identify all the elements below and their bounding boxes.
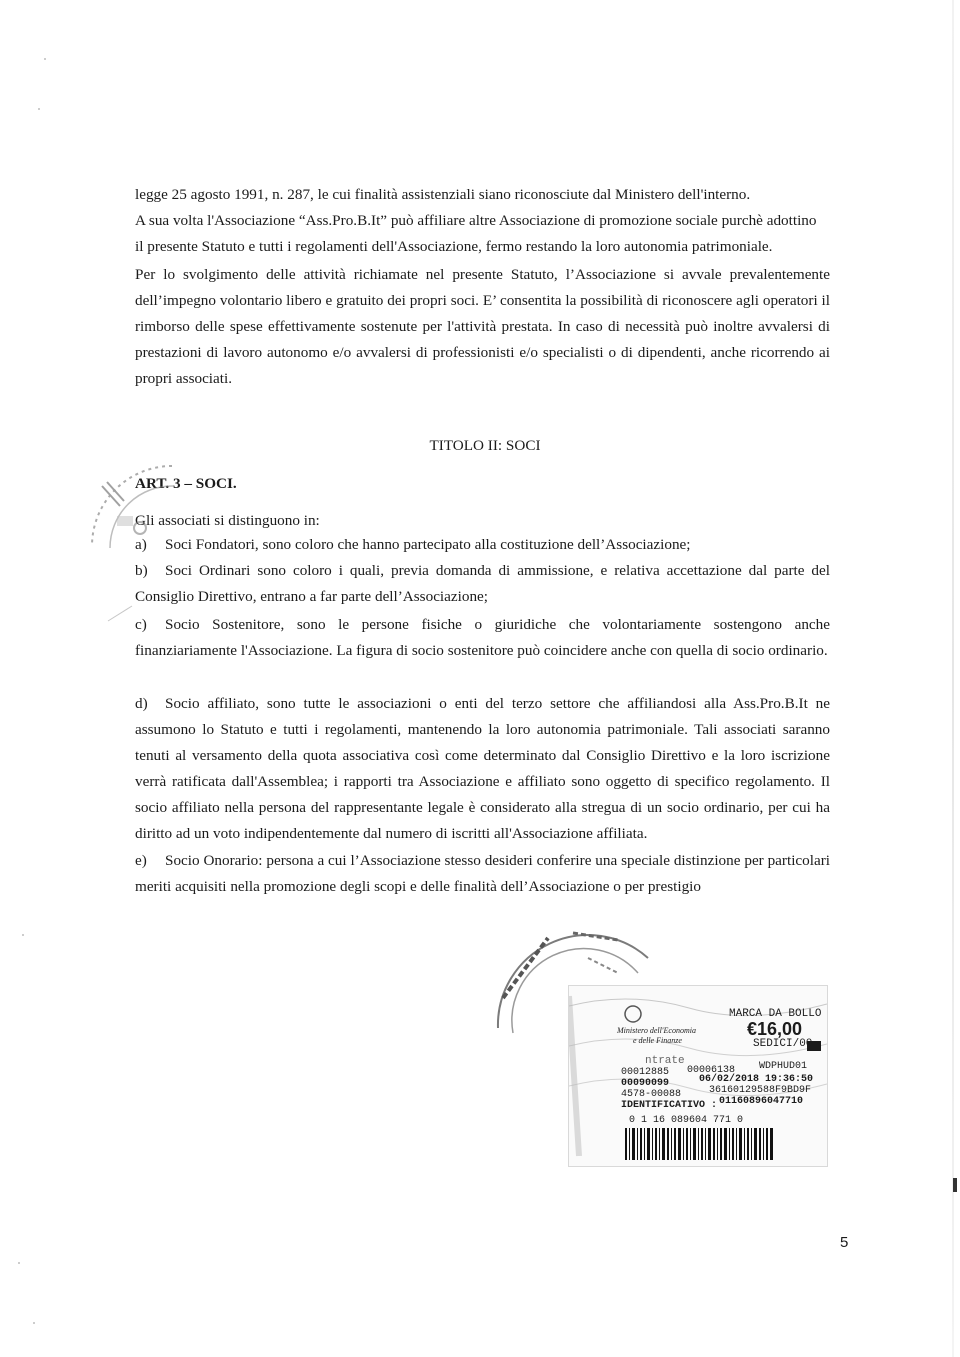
stamp-row2-a: 00090099 bbox=[621, 1078, 670, 1089]
list-item-e bbox=[135, 848, 830, 900]
text-line-3: il presente Statuto e tutti i regolamenti dell'Associazione, fermo restando la loro autonomia patrimoniale. bbox=[135, 238, 773, 255]
item-text: Soci Ordinari sono coloro i quali, previa domanda di ammissione, e relativa accettazione dal parte del Consiglio Direttivo, entrano a far parte dell’Associazione; bbox=[135, 562, 830, 605]
stamp-amount: €16,00 bbox=[747, 1019, 803, 1039]
section-title: TITOLO II: SOCI bbox=[429, 437, 541, 454]
list-item-d bbox=[135, 691, 830, 847]
intro-line: Gli associati si distinguono in: bbox=[135, 512, 320, 529]
scan-speck bbox=[44, 58, 46, 60]
item-label: b) bbox=[135, 562, 148, 579]
stamp-row4-b: 01160896047710 bbox=[719, 1096, 804, 1107]
stamp-amount-words: SEDICI/00 bbox=[753, 1038, 813, 1050]
stamp-row1-a: 00012885 bbox=[621, 1067, 670, 1078]
item-text: Socio Onorario: persona a cui l’Associazione stesso desideri conferire una speciale distinzione per particolari meriti acquisiti nella promozione degli scopi e delle finalità dell’Associazione o per prestigio bbox=[135, 852, 830, 895]
scan-speck bbox=[18, 1262, 20, 1264]
article-heading: ART. 3 – SOCI. bbox=[135, 475, 237, 492]
stamp-entrate: ntrate bbox=[645, 1055, 685, 1067]
list-item-a bbox=[135, 532, 830, 558]
stamp-ministry-2: e delle Finanze bbox=[633, 1036, 682, 1045]
stamp-title: MARCA DA BOLLO bbox=[729, 1008, 822, 1020]
item-text: Soci Fondatori, sono coloro che hanno partecipato alla costituzione dell’Associazione; bbox=[165, 536, 691, 553]
stamp-row3-a: 4578-00088 bbox=[621, 1089, 682, 1100]
stamp-row4-a: IDENTIFICATIVO : bbox=[621, 1100, 718, 1111]
paragraph-volontari: Per lo svolgimento delle attività richiamate nel presente Statuto, l’Associazione si avvale prevalentemente dell’impegno volontario libero e gratuito dei propri soci. E’ consentita la possibilità di riconoscere agli operatori il rimborso delle spese effettivamente sostenute per l'attività prestata. In caso di necessità può inoltre avvalersi di prestazioni di lavoro autonomo e/o avvalersi di professionisti e/o specialisti o di dipendenti, anche ricorrendo ai propri associati. bbox=[135, 266, 830, 387]
scan-speck bbox=[38, 108, 40, 110]
page-number: 5 bbox=[840, 1234, 849, 1251]
item-text: Socio Sostenitore, sono le persone fisiche o giuridiche che volontariamente sostengono anche finanziariamente l'Associazione. La figura di socio sostenitore può coincidere anche con quella di socio ordinario. bbox=[135, 616, 830, 659]
item-label: d) bbox=[135, 695, 148, 712]
list-item-b bbox=[135, 558, 830, 610]
stamp-ministry-1: Ministero dell'Economia bbox=[617, 1026, 696, 1035]
item-label: a) bbox=[135, 536, 147, 553]
stamp-row1-c: WDPHUD01 bbox=[759, 1061, 808, 1072]
list-item-c bbox=[135, 612, 830, 664]
stamp-row1-b: 00006138 bbox=[687, 1065, 736, 1076]
item-label: e) bbox=[135, 852, 147, 869]
stamp-row2-b: 06/02/2018 19:36:50 bbox=[699, 1074, 814, 1085]
stamp-barcode-digits: 0 1 16 089604 771 0 bbox=[629, 1115, 744, 1126]
scan-mark bbox=[953, 1178, 957, 1192]
scan-edge bbox=[952, 0, 954, 1357]
item-label: c) bbox=[135, 616, 147, 633]
scan-speck bbox=[22, 934, 24, 936]
item-text: Socio affiliato, sono tutte le associazioni o enti del terzo settore che affiliandosi alla Ass.Pro.B.It ne assumono lo Statuto e tutti i regolamenti, mantenendo la loro autonomia patrimoniale. Tali associati saranno tenuti al versamento della quota associativa così come determinato dal Consiglio Direttivo e la loro iscrizione verrà ratificata dall'Assemblea; i rapporti tra Associazione e affiliato sono oggetto di specifico regolamento. Il socio affiliato nella persona del rappresentante legale è considerato alla stregua di un socio ordinario, per cui ha diritto ad un voto indipendentemente dal numero di iscritti all'Associazione affiliata. bbox=[135, 695, 830, 842]
barcode-icon bbox=[625, 1128, 775, 1160]
marca-da-bollo bbox=[568, 985, 828, 1167]
left-stamp-icon bbox=[62, 456, 182, 626]
scan-speck bbox=[33, 1322, 35, 1324]
text-line-2: A sua volta l'Associazione “Ass.Pro.B.It” può affiliare altre Associazione di promozione sociale purchè adottino bbox=[135, 212, 817, 229]
stamp-row3-b: 36160129588F9BD9F bbox=[709, 1085, 812, 1096]
text-line-1: legge 25 agosto 1991, n. 287, le cui finalità assistenziali siano riconosciute dal Ministero dell'interno. bbox=[135, 186, 751, 203]
